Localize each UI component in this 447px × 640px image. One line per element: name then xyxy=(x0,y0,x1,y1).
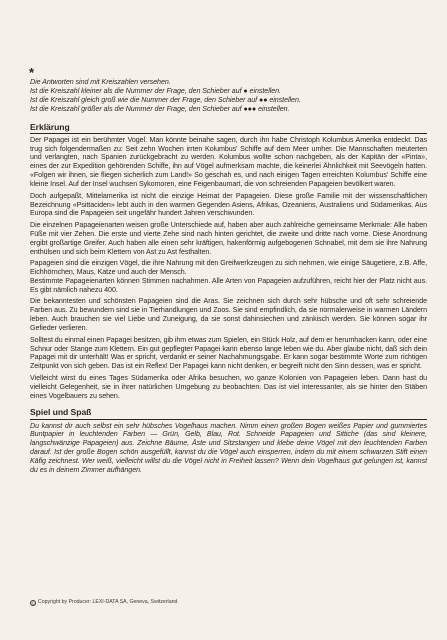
copyright-text: Copyright by Producer: LEXI-DATA SA, Geneva, Switzerland xyxy=(38,599,178,605)
paragraph: Bestimmte Papageienarten können Stimmen nachahmen. Alle Arten von Papageien aufzuführen, reicht hier der Platz nicht aus. Es gibt nämlich nahezu 400. xyxy=(30,277,427,294)
instruction-line: Ist die Kreiszahl kleiner als die Nummer der Frage, den Schieber auf ● einstellen. xyxy=(30,86,281,95)
instruction-line: Ist die Kreiszahl größer als die Nummer der Frage, den Schieber auf ●●● einstellen. xyxy=(30,104,290,113)
paragraph: Papageien sind die einzigen Vögel, die ihre Nahrung mit den Greifwerkzeugen zu sich nehmen, wie einige Säugetiere, z.B. Affe, Eichhörnchen, Maus, Katze und auch der Mensch. xyxy=(30,259,427,277)
answer-instructions xyxy=(30,78,427,114)
heading-rule xyxy=(30,133,427,134)
paragraph: Vielleicht wirst du eines Tages Südamerika oder Afrika besuchen, wo ganze Kolonien von Papageien leben. Dann hast du vielleicht Gelegenheit, sie in ihrer natürlichen Umgebung zu beobachten. Das ist viel interessanter, als sie hinter den Stäben eines Vogelbauers zu sehen. xyxy=(30,373,427,400)
section-heading-erklaerung: Erklärung xyxy=(30,121,70,132)
section-heading-spiel-und-spass: Spiel und Spaß xyxy=(30,406,92,417)
asterisk-mark: * xyxy=(29,65,35,80)
document-content xyxy=(30,78,427,475)
instruction-line: Die Antworten sind mit Kreiszahlen versehen. xyxy=(30,78,171,86)
paragraph: Die bekanntesten und schönsten Papageien sind die Aras. Sie zeichnen sich durch sehr hübsche und oft sehr schreiende Farben aus. Zu bewundern sind sie in Tierhandlungen und Zoos. Sie sind empfindlich, da sie normalerweise in warmen Ländern leben. Auch brauchen sie viel Liebe und Zuneigung, da sie sonst dahinsiechen und zänkisch werden. Sie können sogar ihr Gefieder verlieren. xyxy=(30,297,427,333)
copyright-icon: © xyxy=(31,600,35,606)
paragraph-activity: Du kannst dir auch selbst ein sehr hübsches Vogelhaus machen. Nimm einen großen Bogen weißes Papier und gummiertes Buntpapier in leuchtenden Farben — Grün, Gelb, Blau, Rot. Schneide Papageien und Sittiche (das sind kleinere, langschwänzige Papageien) aus. Zeichne Bäume, Äste und Sitzstangen und klebe deine Vögel mit den leuchtenden Farben darauf. Ist der große Bogen schön ausgefüllt, kannst du die Vögel auch einsperren, indem du mit einem schwarzen Stift einen Käfig zeichnest. Wer weiß, vielleicht willst du die Vögel nicht in Freiheit lassen? Wenn dein Vogelhaus gut gelungen ist, kannst du es in deinem Zimmer aufhängen. xyxy=(30,421,427,475)
instruction-line: Ist die Kreiszahl gleich groß wie die Nummer der Frage, den Schieber auf ●● einstellen. xyxy=(30,95,301,104)
heading-rule xyxy=(30,419,427,420)
copyright-footer xyxy=(30,599,177,606)
paragraph: Doch aufgepaßt, Mittelamerika ist nicht die einzige Heimat der Papageien. Diese große Familie mit der wissenschaftlichen Bezeichnung «Psittaciden» lebt auch in den warmen Gegenden Asiens, Afrikas, Ozeaniens, Australiens und Südamerikas. Aus Europa sind die Papageien seit ungefähr hundert Jahren verschwunden. xyxy=(30,191,427,218)
paragraph: Der Papagei ist ein berühmter Vogel. Man könnte beinahe sagen, durch ihn habe Christoph Kolumbus Amerika entdeckt. Das trug sich folgendermaßen zu: Seit zehn Wochen irrten Kolumbus' Schiffe auf dem Meer umher. Die Mannschaften meuterten und verlangten, nach Spanien zurückgebracht zu werden. Kolumbus wollte schon nachgeben, als der Kapitän der «Pinta», eines der zur Expedition gehörenden Schiffe, ihn auf Vögel aufmerksam machte, die keinerlei Ähnlichkeit mit Seevögeln hatten. «Folgen wir ihnen, sie fliegen sicherlich zum Land!» So geschah es, und nach einigen Tagen erreichten Kolumbus' Schiffe eine kleine Insel. Auf der Insel wuchsen Sykomoren, eine Feigenbaumart, die von schreienden Papageien bevölkert waren. xyxy=(30,135,427,189)
paragraph: Solltest du einmal einen Papagei besitzen, gib ihm etwas zum Spielen, ein Stück Holz, auf dem er herumhacken kann, oder eine Schnur oder Stange zum Klettern. Ein gut gepflegter Papagei kann ebenso lange leben wie du. Aber glaube nicht, daß sich dein Papagei mit dir unterhält! Was er spricht, verdankt er seiner Nachahmungsgabe. Er kann sogar bestimmte Worte zum richtigen Zeitpunkt von sich geben. Das ist ein Reflex! Der Papagei kann nicht denken, er begreift nicht den Sinn dessen, was er spricht. xyxy=(30,335,427,371)
paragraph: Die einzelnen Papageienarten weisen große Unterschiede auf, haben aber auch zahlreiche gemeinsame Merkmale: Alle haben Füße mit vier Zehen. Die erste und vierte Zehe sind nach hinten gerichtet, die zweite und dritte nach vorne. Diese Anordnung ergibt großartige Greifer. Auch haben alle einen sehr kräftigen, hakenförmig aufgebogenen Schnabel, mit dem sie ihre Nahrung enthülsen und sich beim Klettern von Ast zu Ast festhalten. xyxy=(30,220,427,256)
